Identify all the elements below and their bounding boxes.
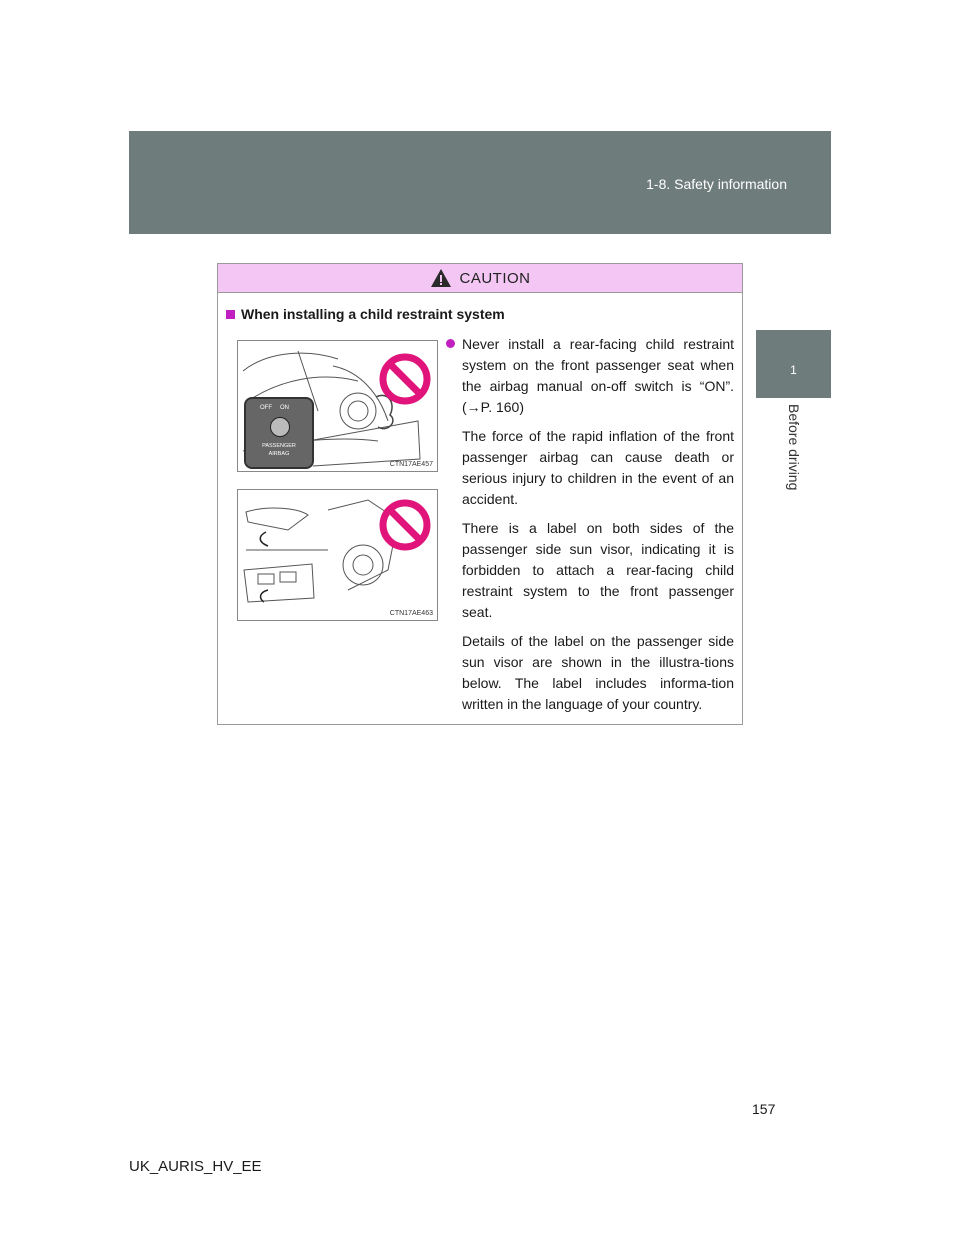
figure-code: CTN17AE457 [389,461,433,468]
square-bullet-icon [226,310,235,319]
footer-code: UK_AURIS_HV_EE [129,1158,262,1175]
key-slot-icon [270,417,290,437]
switch-passenger-label: PASSENGER [262,443,296,449]
subheading-text: When installing a child restraint system [241,306,505,322]
caution-box [217,263,743,725]
caution-title: CAUTION [459,269,531,287]
header-band [129,131,831,234]
bullet-text: Never install a rear-facing child restraint system on the front passenger seat when the airbag manual on-off switch is “ON”. (→P. 160) [462,336,734,415]
figure-code: CTN17AE463 [389,610,433,617]
paragraph: The force of the rapid inflation of the front passenger airbag can cause death or serious injury to children in the event of an accident. [462,428,734,507]
paragraph: There is a label on both sides of the passenger side sun visor, indicating it is forbidden to attach a rear-facing child restraint system to the front passenger seat. [462,520,734,620]
prohibition-icon [378,352,432,406]
page-number: 157 [752,1101,776,1117]
switch-on-label: ON [280,405,289,411]
subheading [226,306,505,322]
prohibition-icon [378,498,432,552]
paragraph: Details of the label on the passenger side sun visor are shown in the illustra-tions below. The label includes informa-tion written in the language of your country. [462,633,734,712]
chapter-tab: 1 [756,330,831,398]
round-bullet-icon [446,339,455,348]
section-title: 1-8. Safety information [646,176,787,192]
bullet-item [444,334,734,418]
warning-triangle-icon [430,268,452,288]
caution-header [218,264,742,293]
switch-airbag-label: AIRBAG [268,451,290,457]
switch-off-label: OFF [260,405,272,411]
chapter-label: Before driving [786,404,802,491]
switch-panel [244,397,314,469]
caution-text [444,334,734,723]
